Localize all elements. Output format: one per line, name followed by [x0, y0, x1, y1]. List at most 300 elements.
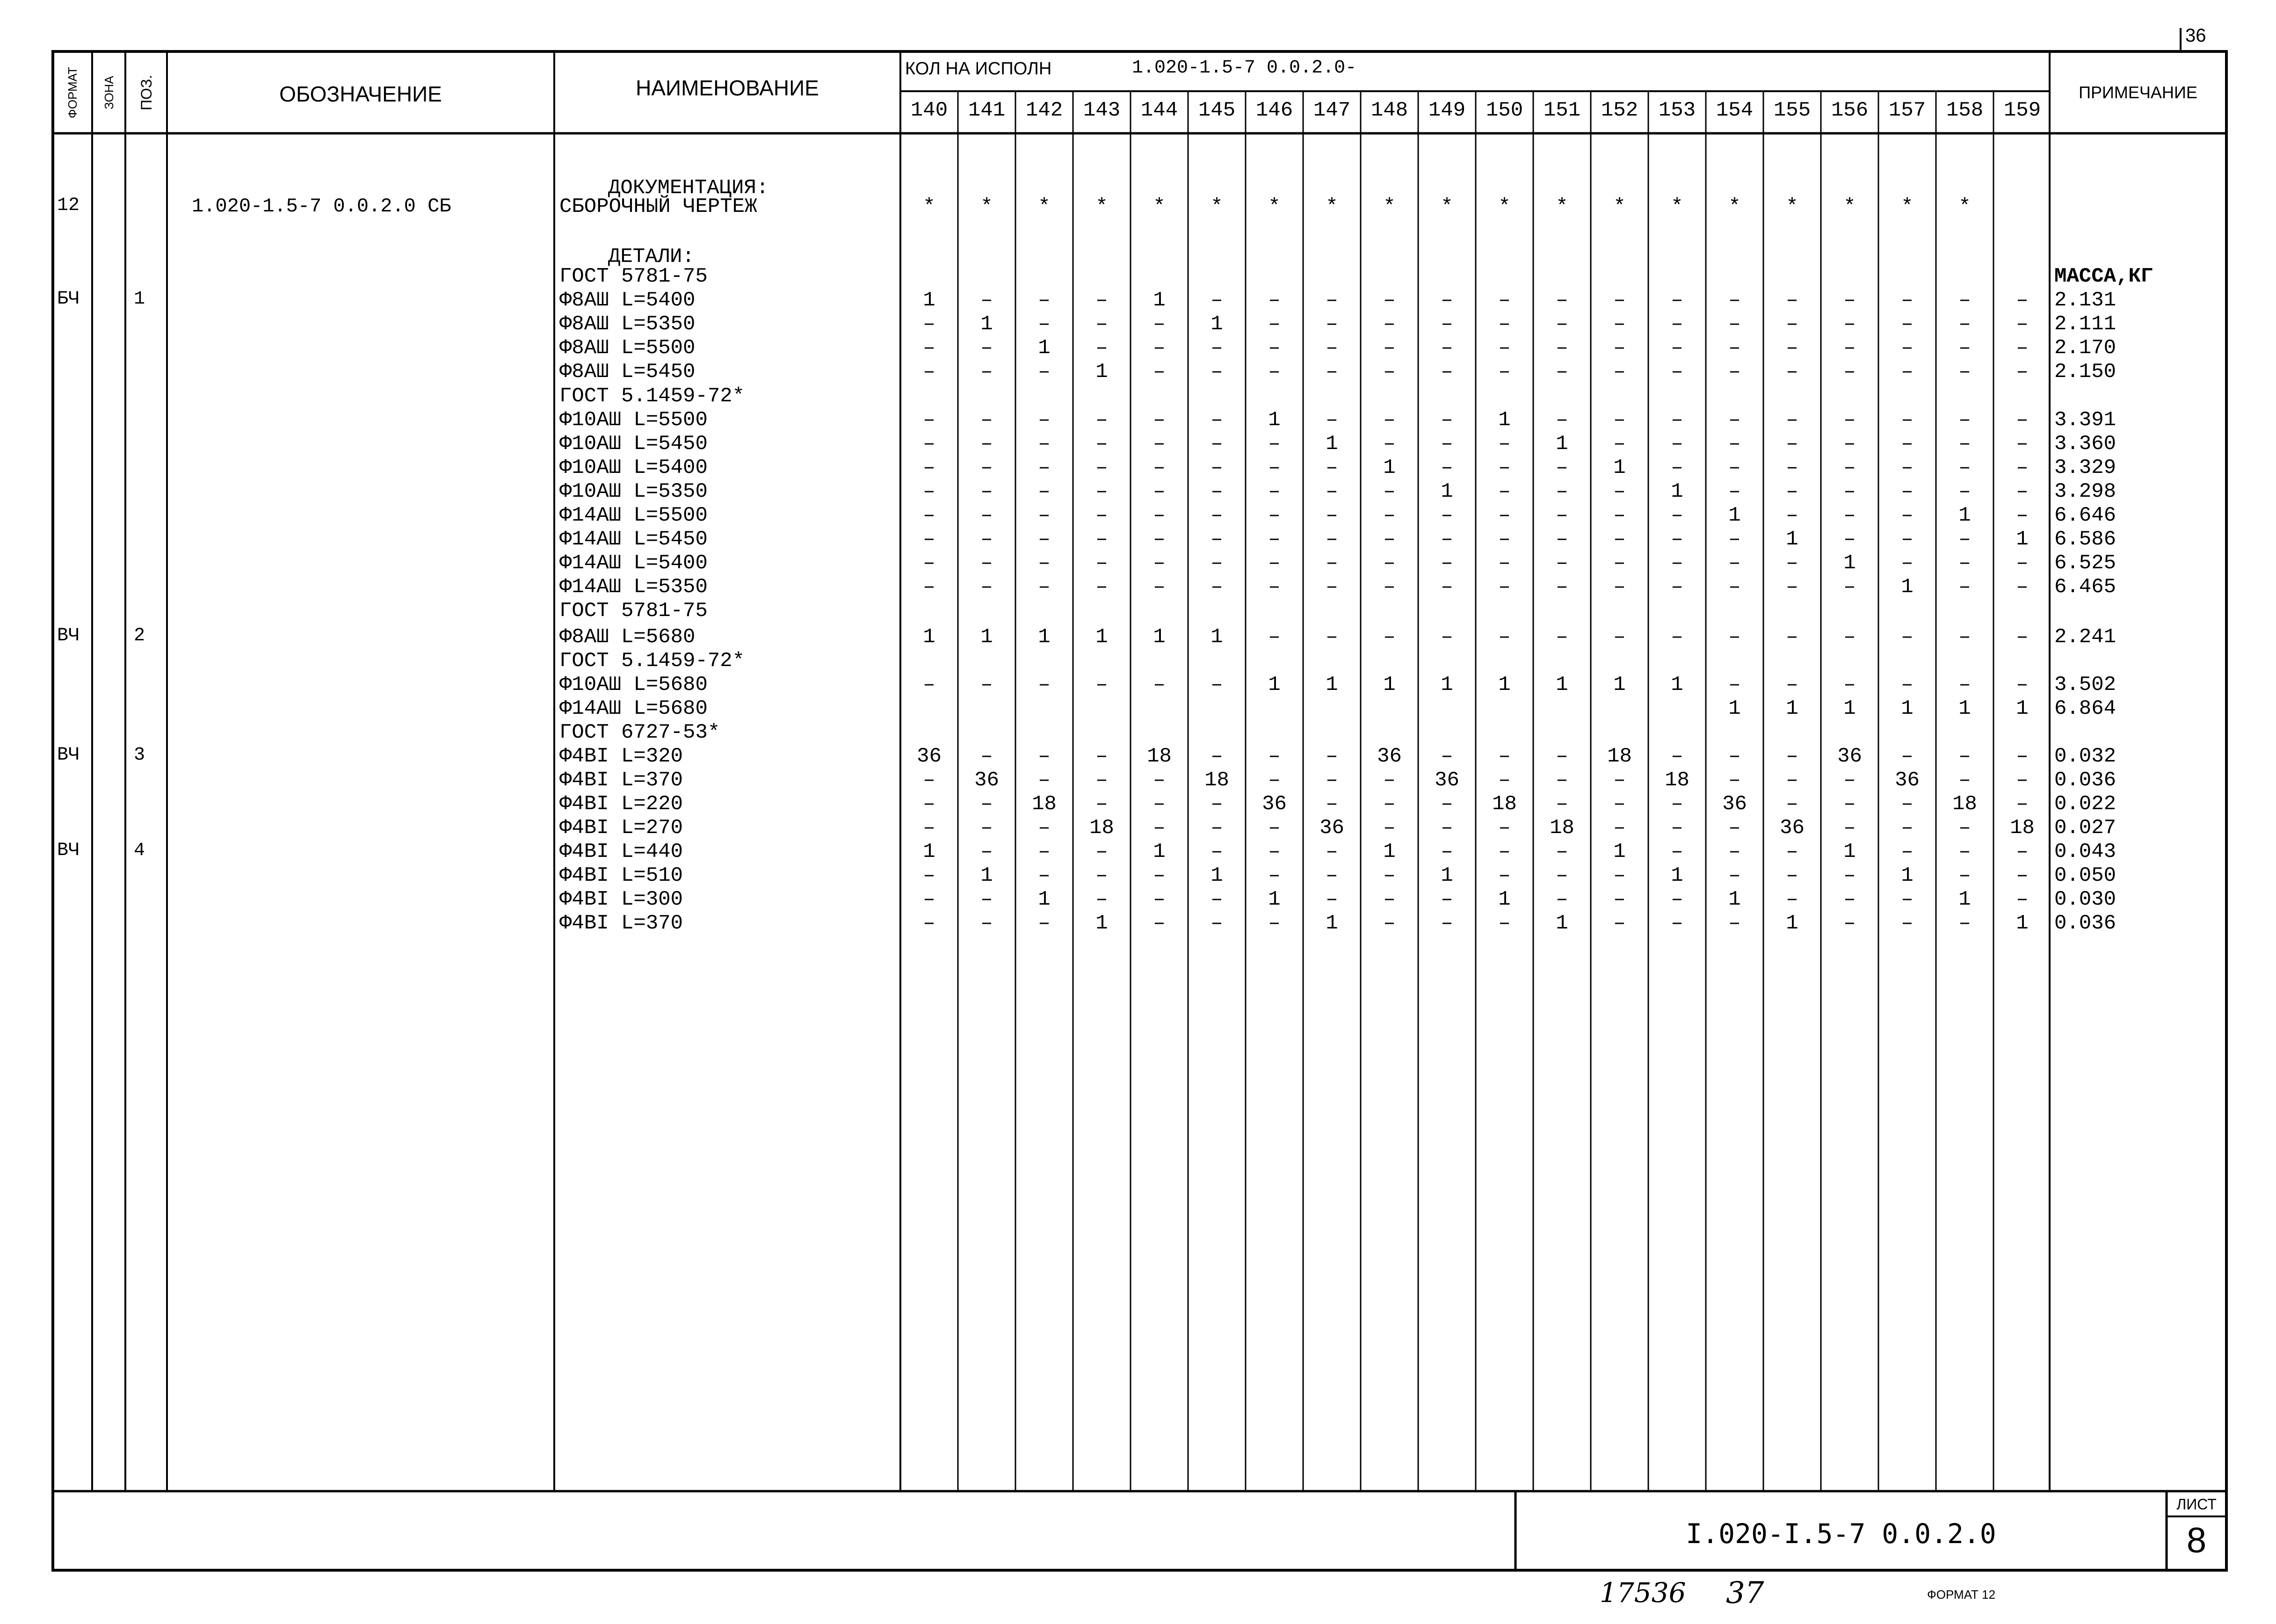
row-name: Ф10АШ L=5450 — [559, 432, 708, 456]
qty-cell: 1 — [1326, 912, 1338, 935]
qty-cell: – — [1556, 336, 1568, 360]
qty-cell: – — [1038, 408, 1051, 432]
row-name: Ф10АШ L=5500 — [559, 408, 708, 432]
qty-cell: – — [2016, 360, 2029, 384]
row-note: МАССА,КГ — [2054, 265, 2153, 288]
qty-cell: – — [1786, 360, 1798, 384]
qty-cell: 1 — [1901, 575, 1914, 599]
qty-cell: – — [1153, 312, 1166, 336]
row-note: 3.329 — [2054, 456, 2117, 479]
qty-cell: – — [1153, 360, 1166, 384]
variant-header-cell: 140 — [910, 99, 948, 122]
qty-cell: – — [1498, 768, 1511, 792]
qty-cell: – — [1843, 408, 1856, 432]
qty-cell: – — [1958, 864, 1971, 887]
qty-cell: – — [1843, 768, 1856, 792]
row-note: 2.111 — [2054, 312, 2117, 336]
qty-cell: – — [1326, 864, 1338, 887]
qty-cell: – — [1038, 504, 1051, 527]
qty-cell: – — [980, 360, 993, 384]
qty-cell: – — [1268, 432, 1281, 456]
qty-cell: – — [1153, 864, 1166, 887]
qty-cell: – — [980, 745, 993, 768]
qty-cell: – — [1786, 888, 1798, 911]
qty-cell: * — [1038, 195, 1051, 218]
qty-cell: – — [1498, 912, 1511, 935]
qty-cell: – — [1498, 312, 1511, 336]
qty-cell: – — [1786, 673, 1798, 696]
qty-cell: – — [980, 289, 993, 312]
qty-cell: – — [2016, 673, 2029, 696]
qty-cell: 18 — [1550, 816, 1574, 840]
qty-cell: – — [1038, 673, 1051, 696]
qty-cell: – — [1383, 792, 1396, 816]
qty-cell: – — [1728, 456, 1741, 479]
header-qty-label: КОЛ НА ИСПОЛН — [905, 59, 1052, 79]
qty-cell: – — [1786, 432, 1798, 456]
qty-cell: 1 — [1671, 673, 1683, 696]
row-note: 6.525 — [2054, 551, 2117, 575]
qty-cell: 1 — [980, 864, 993, 887]
qty-cell: – — [1268, 312, 1281, 336]
corner-page-number: 36 — [2185, 25, 2206, 46]
qty-cell: – — [1441, 336, 1453, 360]
qty-cell: – — [1901, 528, 1914, 551]
qty-cell: – — [1095, 575, 1108, 599]
row-name: Ф10АШ L=5400 — [559, 456, 708, 479]
qty-cell: – — [1268, 480, 1281, 503]
qty-cell: – — [1268, 551, 1281, 575]
qty-cell: * — [1613, 195, 1626, 218]
qty-cell: – — [1153, 816, 1166, 840]
qty-cell: – — [1153, 528, 1166, 551]
qty-cell: – — [1095, 840, 1108, 863]
qty-cell: – — [1786, 456, 1798, 479]
qty-cell: – — [1383, 360, 1396, 384]
qty-cell: – — [1326, 745, 1338, 768]
qty-cell: – — [1383, 625, 1396, 649]
row-note: 6.864 — [2054, 697, 2117, 720]
qty-cell: – — [1210, 504, 1223, 527]
qty-cell: 1 — [2016, 912, 2029, 935]
qty-cell: – — [1901, 912, 1914, 935]
row-name: Ф4ВI L=320 — [559, 745, 683, 768]
qty-cell: – — [1901, 360, 1914, 384]
qty-cell: – — [1958, 408, 1971, 432]
row-name: ГОСТ 5781-75 — [559, 265, 708, 288]
header-note: ПРИМЕЧАНИЕ — [2079, 83, 2197, 102]
qty-cell: – — [1038, 456, 1051, 479]
qty-cell: – — [980, 816, 993, 840]
qty-cell: – — [2016, 575, 2029, 599]
qty-cell: – — [1958, 528, 1971, 551]
qty-cell: – — [1383, 312, 1396, 336]
qty-cell: – — [1728, 768, 1741, 792]
qty-cell: – — [1326, 840, 1338, 863]
qty-cell: – — [1210, 408, 1223, 432]
qty-cell: 1 — [1210, 312, 1223, 336]
qty-cell: 18 — [1952, 792, 1977, 816]
qty-cell: 1 — [1556, 673, 1568, 696]
qty-cell: * — [1671, 195, 1683, 218]
qty-cell: – — [1901, 289, 1914, 312]
qty-cell: * — [1556, 195, 1568, 218]
qty-cell: – — [1153, 336, 1166, 360]
qty-cell: 1 — [980, 625, 993, 649]
qty-cell: * — [1153, 195, 1166, 218]
qty-cell: – — [1843, 792, 1856, 816]
qty-cell: 1 — [1095, 625, 1108, 649]
qty-cell: – — [923, 432, 935, 456]
qty-cell: – — [1613, 864, 1626, 887]
row-note: 2.150 — [2054, 360, 2117, 384]
qty-cell: – — [980, 792, 993, 816]
row-name: Ф4ВI L=440 — [559, 840, 683, 863]
row-note: 0.027 — [2054, 816, 2117, 840]
row-note: 0.030 — [2054, 888, 2117, 911]
qty-cell: 18 — [1607, 745, 1632, 768]
qty-cell: 1 — [1498, 673, 1511, 696]
qty-cell: – — [1326, 408, 1338, 432]
qty-cell: * — [1441, 195, 1453, 218]
row-format: ВЧ — [57, 840, 80, 861]
qty-cell: * — [1210, 195, 1223, 218]
qty-cell: 1 — [1498, 408, 1511, 432]
qty-cell: – — [1843, 336, 1856, 360]
qty-cell: – — [1441, 888, 1453, 911]
qty-cell: – — [1843, 912, 1856, 935]
qty-cell: * — [1901, 195, 1914, 218]
qty-cell: 1 — [1210, 625, 1223, 649]
qty-cell: – — [1095, 673, 1108, 696]
qty-cell: 1 — [1153, 289, 1166, 312]
qty-cell: – — [1901, 432, 1914, 456]
qty-cell: – — [1958, 289, 1971, 312]
qty-cell: – — [923, 504, 935, 527]
qty-cell: – — [1095, 432, 1108, 456]
row-note: 2.170 — [2054, 336, 2117, 360]
qty-cell: – — [2016, 432, 2029, 456]
qty-cell: – — [1095, 768, 1108, 792]
qty-cell: – — [1441, 528, 1453, 551]
qty-cell: – — [980, 551, 993, 575]
qty-cell: – — [1441, 745, 1453, 768]
qty-cell: – — [1441, 792, 1453, 816]
qty-cell: – — [1441, 360, 1453, 384]
qty-cell: – — [1095, 528, 1108, 551]
variant-header-cell: 147 — [1313, 99, 1351, 122]
qty-cell: – — [980, 673, 993, 696]
qty-cell: – — [1843, 816, 1856, 840]
qty-cell: – — [1268, 864, 1281, 887]
qty-cell: * — [980, 195, 993, 218]
qty-cell: – — [1613, 408, 1626, 432]
qty-cell: – — [1556, 504, 1568, 527]
qty-cell: – — [1498, 432, 1511, 456]
qty-cell: – — [1268, 336, 1281, 360]
qty-cell: – — [980, 840, 993, 863]
row-note: 6.465 — [2054, 575, 2117, 599]
row-name: Ф8АШ L=5500 — [559, 336, 696, 360]
qty-cell: – — [1095, 480, 1108, 503]
qty-cell: – — [1383, 816, 1396, 840]
qty-cell: 1 — [1786, 697, 1798, 720]
qty-cell: – — [1268, 289, 1281, 312]
row-note: 0.050 — [2054, 864, 2117, 887]
qty-cell: – — [1210, 745, 1223, 768]
footer-page-number: 37 — [1726, 1576, 1764, 1610]
footer-stamp-number: 17536 — [1600, 1577, 1686, 1609]
qty-cell: – — [1095, 312, 1108, 336]
qty-cell: 1 — [1383, 673, 1396, 696]
qty-cell: – — [1613, 912, 1626, 935]
qty-cell: – — [1556, 551, 1568, 575]
qty-cell: – — [1958, 312, 1971, 336]
qty-cell: – — [923, 864, 935, 887]
qty-cell: 1 — [1728, 697, 1741, 720]
qty-cell: – — [1038, 528, 1051, 551]
qty-cell: – — [1383, 408, 1396, 432]
qty-cell: – — [1843, 625, 1856, 649]
qty-cell: – — [980, 456, 993, 479]
qty-cell: – — [1901, 673, 1914, 696]
qty-cell: – — [1383, 432, 1396, 456]
variant-header-cell: 150 — [1486, 99, 1523, 122]
qty-cell: – — [1326, 575, 1338, 599]
qty-cell: – — [1210, 456, 1223, 479]
qty-cell: 1 — [1728, 888, 1741, 911]
qty-cell: – — [1671, 360, 1683, 384]
qty-cell: – — [1728, 625, 1741, 649]
qty-cell: – — [1498, 625, 1511, 649]
qty-cell: 36 — [1319, 816, 1344, 840]
qty-cell: 1 — [1153, 840, 1166, 863]
qty-cell: 18 — [1492, 792, 1517, 816]
qty-cell: 1 — [1613, 673, 1626, 696]
qty-cell: – — [1843, 432, 1856, 456]
qty-cell: – — [1671, 575, 1683, 599]
qty-cell: – — [1210, 432, 1223, 456]
variant-header-cell: 148 — [1370, 99, 1408, 122]
qty-cell: 1 — [1383, 456, 1396, 479]
qty-cell: – — [1441, 312, 1453, 336]
qty-cell: – — [1153, 551, 1166, 575]
qty-cell: – — [1958, 360, 1971, 384]
qty-cell: 1 — [1901, 864, 1914, 887]
row-name: Ф8АШ L=5680 — [559, 625, 696, 649]
qty-cell: – — [1786, 551, 1798, 575]
qty-cell: 1 — [1556, 432, 1568, 456]
row-note: 0.022 — [2054, 792, 2117, 816]
qty-cell: – — [923, 312, 935, 336]
qty-cell: 18 — [1032, 792, 1057, 816]
qty-cell: 1 — [1268, 888, 1281, 911]
qty-cell: – — [1613, 575, 1626, 599]
qty-cell: * — [1268, 195, 1281, 218]
row-format: 12 — [57, 195, 80, 216]
qty-cell: – — [1268, 840, 1281, 863]
qty-cell: – — [1153, 673, 1166, 696]
row-name: ГОСТ 6727-53* — [559, 721, 720, 744]
qty-cell: – — [1671, 551, 1683, 575]
qty-cell: – — [2016, 551, 2029, 575]
qty-cell: – — [1153, 575, 1166, 599]
qty-cell: – — [1786, 312, 1798, 336]
variant-header-cell: 141 — [968, 99, 1006, 122]
row-name: ДОКУМЕНТАЦИЯ: — [608, 176, 769, 200]
qty-cell: – — [1901, 888, 1914, 911]
qty-cell: – — [1210, 840, 1223, 863]
qty-cell: – — [923, 336, 935, 360]
qty-cell: – — [2016, 480, 2029, 503]
qty-cell: – — [1671, 504, 1683, 527]
qty-cell: – — [1671, 816, 1683, 840]
variant-header-cell: 152 — [1601, 99, 1638, 122]
qty-cell: 1 — [1383, 840, 1396, 863]
qty-cell: – — [1383, 575, 1396, 599]
qty-cell: 36 — [1262, 792, 1287, 816]
qty-cell: – — [1498, 575, 1511, 599]
qty-cell: – — [1958, 575, 1971, 599]
row-name: Ф14АШ L=5350 — [559, 575, 708, 599]
header-format: ФОРМАТ — [65, 67, 80, 118]
qty-cell: – — [1498, 816, 1511, 840]
qty-cell: – — [1153, 432, 1166, 456]
qty-cell: – — [1613, 888, 1626, 911]
qty-cell: – — [1958, 625, 1971, 649]
qty-cell: – — [1556, 289, 1568, 312]
qty-cell: – — [1038, 360, 1051, 384]
qty-cell: – — [1153, 912, 1166, 935]
qty-cell: – — [1901, 625, 1914, 649]
qty-cell: – — [1613, 528, 1626, 551]
qty-cell: 1 — [1038, 625, 1051, 649]
qty-cell: 1 — [1613, 840, 1626, 863]
qty-cell: * — [1843, 195, 1856, 218]
qty-cell: 18 — [1665, 768, 1689, 792]
qty-cell: – — [1038, 816, 1051, 840]
qty-cell: – — [1786, 768, 1798, 792]
row-designation: 1.020-1.5-7 0.0.2.0 СБ — [192, 195, 451, 218]
row-name: Ф4ВI L=510 — [559, 864, 683, 887]
row-note: 3.298 — [2054, 480, 2117, 503]
qty-cell: – — [1038, 480, 1051, 503]
qty-cell: * — [1728, 195, 1741, 218]
qty-cell: – — [1210, 360, 1223, 384]
qty-cell: – — [1671, 456, 1683, 479]
row-format: ВЧ — [57, 625, 80, 646]
qty-cell: – — [2016, 840, 2029, 863]
qty-cell: – — [1498, 480, 1511, 503]
qty-cell: – — [1901, 792, 1914, 816]
qty-cell: – — [1210, 912, 1223, 935]
row-format: ВЧ — [57, 745, 80, 766]
qty-cell: – — [1728, 551, 1741, 575]
qty-cell: – — [1843, 289, 1856, 312]
qty-cell: – — [1326, 336, 1338, 360]
qty-cell: – — [1556, 745, 1568, 768]
qty-cell: – — [923, 768, 935, 792]
qty-cell: – — [1843, 888, 1856, 911]
qty-cell: 1 — [1498, 888, 1511, 911]
qty-cell: 1 — [2016, 528, 2029, 551]
row-name: Ф14АШ L=5500 — [559, 504, 708, 527]
qty-cell: – — [1268, 816, 1281, 840]
qty-cell: 1 — [923, 289, 935, 312]
row-name: ДЕТАЛИ: — [608, 245, 695, 268]
qty-cell: – — [1210, 528, 1223, 551]
qty-cell: – — [923, 912, 935, 935]
qty-cell: – — [1326, 456, 1338, 479]
variant-header-cell: 159 — [2003, 99, 2041, 122]
qty-cell: – — [1613, 768, 1626, 792]
qty-cell: – — [1556, 792, 1568, 816]
qty-cell: – — [2016, 504, 2029, 527]
qty-cell: – — [1556, 625, 1568, 649]
qty-cell: – — [1786, 336, 1798, 360]
qty-cell: * — [923, 195, 935, 218]
row-pos: 3 — [134, 745, 145, 766]
qty-cell: – — [1326, 551, 1338, 575]
qty-cell: – — [1728, 673, 1741, 696]
qty-cell: – — [1383, 504, 1396, 527]
qty-cell: 18 — [1089, 816, 1114, 840]
qty-cell: 36 — [1895, 768, 1920, 792]
qty-cell: 1 — [1326, 432, 1338, 456]
qty-cell: – — [1958, 480, 1971, 503]
row-note: 0.043 — [2054, 840, 2117, 863]
qty-cell: – — [1958, 673, 1971, 696]
qty-cell: – — [1383, 551, 1396, 575]
qty-cell: – — [1498, 551, 1511, 575]
qty-cell: – — [1958, 456, 1971, 479]
qty-cell: – — [1326, 289, 1338, 312]
qty-cell: – — [980, 336, 993, 360]
qty-cell: – — [1038, 864, 1051, 887]
qty-cell: – — [1556, 768, 1568, 792]
qty-cell: – — [1728, 864, 1741, 887]
qty-cell: – — [1786, 289, 1798, 312]
qty-cell: – — [1383, 768, 1396, 792]
qty-cell: – — [1728, 360, 1741, 384]
qty-cell: – — [1786, 480, 1798, 503]
qty-cell: 1 — [2016, 697, 2029, 720]
qty-cell: 1 — [1441, 673, 1453, 696]
row-name: ГОСТ 5.1459-72* — [559, 384, 745, 408]
row-name: Ф14АШ L=5400 — [559, 551, 708, 575]
qty-cell: – — [1383, 528, 1396, 551]
qty-cell: – — [1441, 456, 1453, 479]
qty-cell: – — [2016, 768, 2029, 792]
qty-cell: – — [923, 792, 935, 816]
qty-cell: – — [1153, 504, 1166, 527]
variant-header-cell: 157 — [1888, 99, 1926, 122]
title-block-doc-code: I.020-I.5-7 0.0.2.0 — [1686, 1518, 1996, 1550]
qty-cell: – — [1441, 432, 1453, 456]
title-block-sheet-number: 8 — [2186, 1521, 2207, 1560]
qty-cell: – — [980, 432, 993, 456]
qty-cell: – — [1556, 888, 1568, 911]
variant-header-cell: 146 — [1255, 99, 1293, 122]
qty-cell: – — [1268, 575, 1281, 599]
qty-cell: – — [1268, 456, 1281, 479]
qty-cell: – — [1556, 840, 1568, 863]
qty-cell: – — [923, 816, 935, 840]
qty-cell: – — [1843, 673, 1856, 696]
qty-cell: – — [1613, 336, 1626, 360]
row-name: Ф10АШ L=5350 — [559, 480, 708, 503]
qty-cell: – — [1326, 792, 1338, 816]
